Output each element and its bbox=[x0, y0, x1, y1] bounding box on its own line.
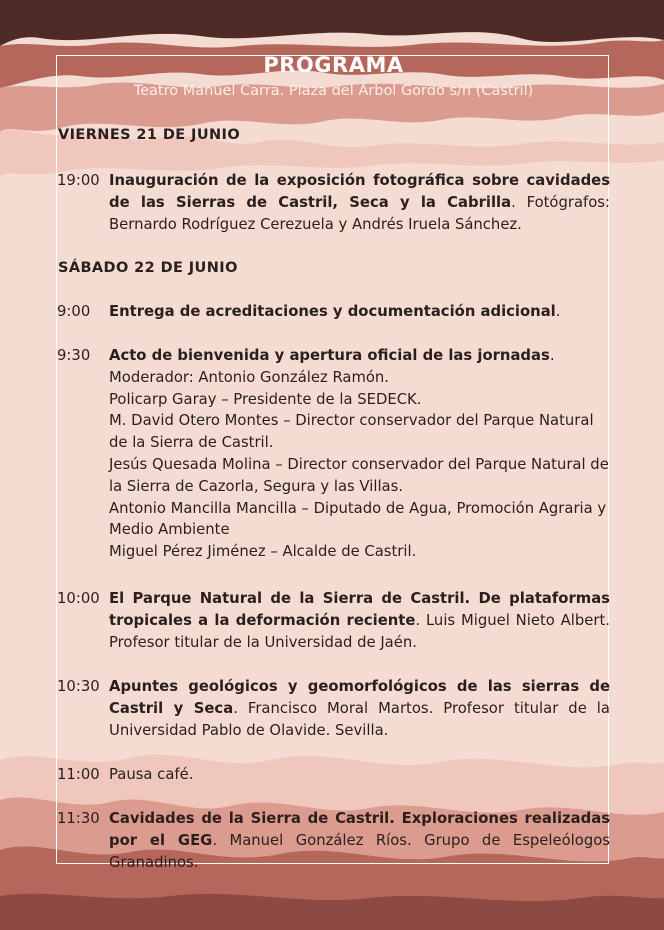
item-detail: . bbox=[555, 303, 561, 320]
item-detail: . Manuel González Ríos. Grupo de Espeleólogos Granadinos. bbox=[109, 831, 610, 871]
item-title: Entrega de acreditaciones y documentación adicional bbox=[109, 303, 556, 320]
item-title: Cavidades de la Sierra de Castril. Exploraciones realizadas por el GEG bbox=[109, 810, 610, 849]
program-item bbox=[57, 588, 610, 653]
item-text bbox=[109, 345, 610, 563]
item-text bbox=[109, 588, 610, 653]
item-title: Acto de bienvenida y apertura oficial de las jornadas bbox=[109, 347, 550, 364]
item-detail: Pausa café. bbox=[109, 766, 194, 783]
item-text bbox=[109, 301, 610, 323]
program-item bbox=[57, 676, 610, 741]
item-detail: . bbox=[549, 347, 555, 364]
participant-line: Jesús Quesada Molina – Director conservador del Parque Natural de la Sierra de Cazorla, Segura y las Villas. bbox=[109, 455, 609, 495]
participant-line: Miguel Pérez Jiménez – Alcalde de Castril. bbox=[109, 543, 417, 561]
item-title: Inauguración de la exposición fotográfica sobre cavidades de las Sierras de Castril, Seca y la Cabrilla bbox=[109, 172, 610, 211]
item-time: 9:30 bbox=[57, 347, 91, 364]
day-heading: SÁBADO 22 DE JUNIO bbox=[58, 260, 238, 276]
item-detail: . Francisco Moral Martos. Profesor titular de la Universidad Pablo de Olavide. Sevilla. bbox=[109, 699, 610, 739]
program-item bbox=[57, 808, 610, 873]
participant-line: M. David Otero Montes – Director conservador del Parque Natural de la Sierra de Castril. bbox=[109, 412, 594, 452]
item-time: 10:00 bbox=[57, 590, 100, 607]
page-title: PROGRAMA bbox=[263, 53, 404, 77]
item-text bbox=[109, 764, 610, 786]
item-time: 9:00 bbox=[57, 303, 91, 320]
program-item bbox=[57, 170, 610, 235]
program-item bbox=[57, 345, 610, 563]
participant-line: Policarp Garay – Presidente de la SEDECK. bbox=[109, 390, 422, 408]
day-heading: VIERNES 21 DE JUNIO bbox=[58, 127, 241, 143]
item-time: 10:30 bbox=[57, 678, 100, 695]
program-item bbox=[57, 764, 610, 786]
item-text bbox=[109, 676, 610, 741]
item-text bbox=[109, 170, 610, 235]
item-title: El Parque Natural de la Sierra de Castril. De plataformas tropicales a la deformación reciente bbox=[109, 590, 610, 629]
venue-subtitle: Teatro Manuel Carra. Plaza del Árbol Gordo s/n (Castril) bbox=[133, 83, 534, 99]
item-detail: . Fotógrafos: Bernardo Rodríguez Cerezuela y Andrés Iruela Sánchez. bbox=[109, 193, 610, 233]
item-time: 19:00 bbox=[57, 172, 100, 189]
participant-line: Antonio Mancilla Mancilla – Diputado de Agua, Promoción Agraria y Medio Ambiente bbox=[109, 499, 607, 539]
item-text bbox=[109, 808, 610, 873]
item-time: 11:30 bbox=[57, 810, 100, 827]
item-detail: . Luis Miguel Nieto Albert. Profesor titular de la Universidad de Jaén. bbox=[109, 611, 610, 651]
item-time: 11:00 bbox=[57, 766, 100, 783]
program-item bbox=[57, 301, 610, 323]
participant-line: Moderador: Antonio González Ramón. bbox=[109, 368, 390, 386]
item-title: Apuntes geológicos y geomorfológicos de las sierras de Castril y Seca bbox=[109, 678, 610, 717]
